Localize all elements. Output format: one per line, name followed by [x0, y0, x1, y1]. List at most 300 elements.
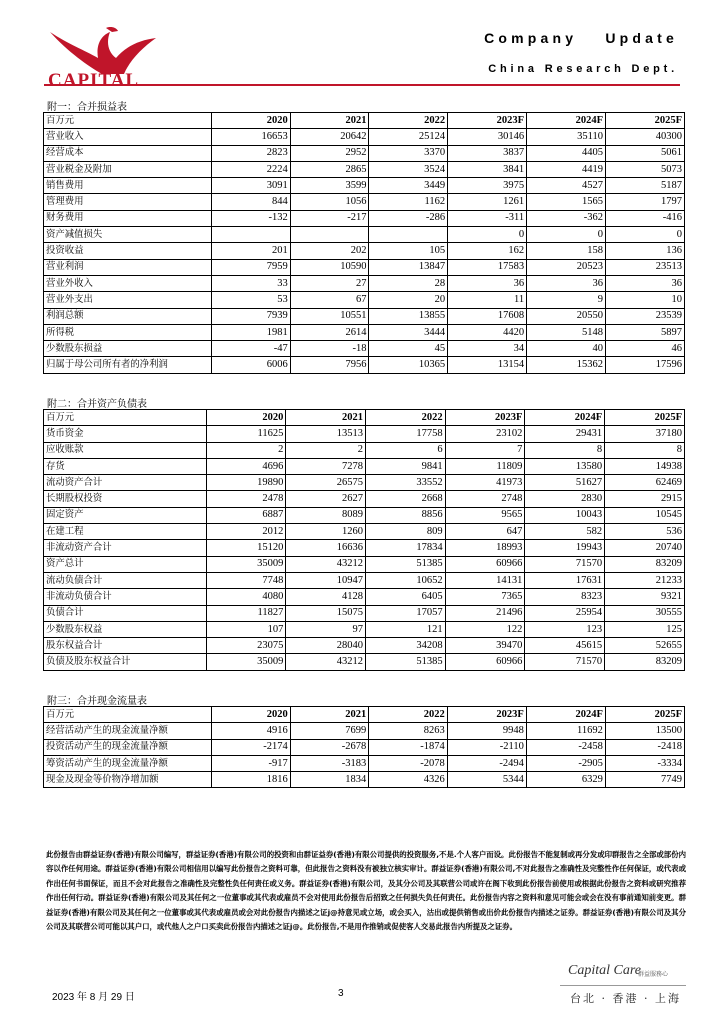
value-cell: 36	[448, 275, 527, 291]
table-row	[44, 739, 685, 755]
value-cell: 9565	[445, 507, 525, 523]
value-cell: 2	[206, 442, 286, 458]
value-cell	[290, 227, 369, 243]
footer-divider	[560, 985, 686, 986]
value-cell: 20642	[290, 129, 369, 145]
value-cell: 43212	[286, 556, 366, 572]
value-cell: 33	[212, 275, 291, 291]
row-label: 营业外支出	[44, 292, 212, 308]
row-label: 经营成本	[44, 145, 212, 161]
value-cell: 20	[369, 292, 448, 308]
value-cell: 3449	[369, 178, 448, 194]
value-cell: 4527	[527, 178, 606, 194]
value-cell: 582	[525, 524, 605, 540]
value-cell: 28040	[286, 638, 366, 654]
value-cell: 29431	[525, 426, 605, 442]
value-cell: 19943	[525, 540, 605, 556]
year-header: 2023F	[445, 410, 525, 426]
row-label: 在建工程	[44, 524, 207, 540]
value-cell: 8856	[365, 507, 445, 523]
row-label: 存货	[44, 458, 207, 474]
value-cell: 23102	[445, 426, 525, 442]
value-cell: 5073	[606, 161, 685, 177]
row-label: 投资活动产生的现金流量净额	[44, 739, 212, 755]
value-cell: 53	[212, 292, 291, 308]
row-label: 流动资产合计	[44, 475, 207, 491]
value-cell: 23539	[606, 308, 685, 324]
year-header: 2021	[286, 410, 366, 426]
value-cell: 1565	[527, 194, 606, 210]
value-cell: 0	[606, 227, 685, 243]
value-cell: 3091	[212, 178, 291, 194]
value-cell: 2668	[365, 491, 445, 507]
value-cell: 3837	[448, 145, 527, 161]
year-header: 2022	[369, 113, 448, 129]
year-header: 2023F	[448, 113, 527, 129]
row-label: 营业税金及附加	[44, 161, 212, 177]
value-cell: 51385	[365, 556, 445, 572]
value-cell: -311	[448, 210, 527, 226]
value-cell: 5061	[606, 145, 685, 161]
value-cell: -2110	[447, 739, 526, 755]
value-cell: 4080	[206, 589, 286, 605]
value-cell: 844	[212, 194, 291, 210]
brand-logo-text: CAPITAL	[48, 70, 140, 91]
value-cell: -2458	[526, 739, 605, 755]
value-cell: 107	[206, 621, 286, 637]
department-subtitle: China Research Dept.	[488, 63, 678, 75]
value-cell: 201	[212, 243, 291, 259]
year-header: 2021	[290, 113, 369, 129]
value-cell: 28	[369, 275, 448, 291]
year-header: 2020	[206, 410, 286, 426]
value-cell: 14938	[605, 458, 685, 474]
table-row	[44, 572, 685, 588]
capital-care-logo-cn: 群益服務心	[638, 971, 669, 978]
value-cell: 1162	[369, 194, 448, 210]
value-cell: 45	[369, 341, 448, 357]
value-cell: 8263	[369, 723, 448, 739]
value-cell: 3841	[448, 161, 527, 177]
value-cell: 10	[606, 292, 685, 308]
value-cell	[369, 227, 448, 243]
row-label: 营业利润	[44, 259, 212, 275]
value-cell: 125	[605, 621, 685, 637]
year-header: 2025F	[605, 707, 684, 723]
value-cell: 35009	[206, 556, 286, 572]
table-row	[44, 524, 685, 540]
row-label: 非流动负债合计	[44, 589, 207, 605]
value-cell: 13513	[286, 426, 366, 442]
row-label: 筹资活动产生的现金流量净额	[44, 755, 212, 771]
report-type-title: Company Update	[484, 30, 678, 46]
table-row	[44, 605, 685, 621]
value-cell: 45615	[525, 638, 605, 654]
value-cell: 122	[445, 621, 525, 637]
value-cell: 3524	[369, 161, 448, 177]
value-cell: 11809	[445, 458, 525, 474]
value-cell: 2823	[212, 145, 291, 161]
value-cell: 27	[290, 275, 369, 291]
value-cell: 9	[527, 292, 606, 308]
table-row	[44, 259, 685, 275]
value-cell: 26575	[286, 475, 366, 491]
unit-label: 百万元	[44, 113, 212, 129]
value-cell: 2614	[290, 324, 369, 340]
value-cell: -2905	[526, 755, 605, 771]
value-cell: 35110	[527, 129, 606, 145]
value-cell: 2012	[206, 524, 286, 540]
value-cell: 30146	[448, 129, 527, 145]
year-header: 2022	[369, 707, 448, 723]
value-cell: 7749	[605, 772, 684, 788]
value-cell: 7748	[206, 572, 286, 588]
value-cell: 62469	[605, 475, 685, 491]
value-cell: 7365	[445, 589, 525, 605]
row-label: 资产总计	[44, 556, 207, 572]
value-cell: 8323	[525, 589, 605, 605]
value-cell: 33552	[365, 475, 445, 491]
value-cell: 18993	[445, 540, 525, 556]
cashflow-statement-title: 附三：合并现金流量表	[47, 696, 147, 707]
value-cell: 19890	[206, 475, 286, 491]
value-cell: 35009	[206, 654, 286, 670]
value-cell: 13580	[525, 458, 605, 474]
value-cell: 6887	[206, 507, 286, 523]
value-cell: 17583	[448, 259, 527, 275]
value-cell: 20550	[527, 308, 606, 324]
value-cell: 15120	[206, 540, 286, 556]
row-label: 投资收益	[44, 243, 212, 259]
value-cell: 8	[605, 442, 685, 458]
value-cell: 10545	[605, 507, 685, 523]
cashflow-statement-table	[43, 706, 685, 788]
value-cell: 20740	[605, 540, 685, 556]
value-cell: -2678	[290, 739, 369, 755]
table-row	[44, 442, 685, 458]
table-row	[44, 654, 685, 670]
value-cell: 8	[525, 442, 605, 458]
value-cell: 39470	[445, 638, 525, 654]
value-cell: 2865	[290, 161, 369, 177]
table-row	[44, 145, 685, 161]
value-cell: 2952	[290, 145, 369, 161]
value-cell: 9948	[447, 723, 526, 739]
value-cell: 647	[445, 524, 525, 540]
value-cell: 11692	[526, 723, 605, 739]
value-cell: 23513	[606, 259, 685, 275]
year-header: 2024F	[525, 410, 605, 426]
value-cell: 17596	[606, 357, 685, 373]
value-cell: 36	[527, 275, 606, 291]
value-cell: 7	[445, 442, 525, 458]
value-cell: 13500	[605, 723, 684, 739]
table-row	[44, 491, 685, 507]
value-cell: 6329	[526, 772, 605, 788]
table-row	[44, 194, 685, 210]
value-cell: 21496	[445, 605, 525, 621]
row-label: 销售费用	[44, 178, 212, 194]
value-cell: 7956	[290, 357, 369, 373]
table-row	[44, 772, 685, 788]
row-label: 营业外收入	[44, 275, 212, 291]
value-cell: 10043	[525, 507, 605, 523]
value-cell: 25124	[369, 129, 448, 145]
value-cell: 71570	[525, 654, 605, 670]
value-cell: 2627	[286, 491, 366, 507]
table-row	[44, 540, 685, 556]
value-cell: 23075	[206, 638, 286, 654]
value-cell: 121	[365, 621, 445, 637]
office-cities: 台北 · 香港 · 上海	[570, 992, 681, 1005]
row-label: 长期股权投资	[44, 491, 207, 507]
year-header: 2020	[212, 707, 291, 723]
year-header: 2025F	[605, 410, 685, 426]
value-cell: -132	[212, 210, 291, 226]
value-cell: 43212	[286, 654, 366, 670]
header-divider	[44, 84, 680, 86]
table-row	[44, 210, 685, 226]
value-cell: 36	[606, 275, 685, 291]
value-cell: 52655	[605, 638, 685, 654]
table-row	[44, 589, 685, 605]
value-cell: 30555	[605, 605, 685, 621]
value-cell: 4420	[448, 324, 527, 340]
value-cell: 2830	[525, 491, 605, 507]
value-cell: 4405	[527, 145, 606, 161]
value-cell: 9841	[365, 458, 445, 474]
value-cell: 17608	[448, 308, 527, 324]
value-cell: 1816	[212, 772, 291, 788]
value-cell: 3370	[369, 145, 448, 161]
value-cell: 16636	[286, 540, 366, 556]
value-cell: -47	[212, 341, 291, 357]
value-cell: 34	[448, 341, 527, 357]
table-row	[44, 426, 685, 442]
income-statement-table	[43, 112, 685, 374]
value-cell: 16653	[212, 129, 291, 145]
table-row	[44, 357, 685, 373]
value-cell: 11	[448, 292, 527, 308]
value-cell: 5897	[606, 324, 685, 340]
value-cell: 1261	[448, 194, 527, 210]
value-cell: 7939	[212, 308, 291, 324]
table-row	[44, 178, 685, 194]
value-cell: 13855	[369, 308, 448, 324]
value-cell: 51385	[365, 654, 445, 670]
income-statement-title: 附一：合并损益表	[47, 102, 127, 113]
value-cell: 6	[365, 442, 445, 458]
table-row	[44, 292, 685, 308]
value-cell: 40	[527, 341, 606, 357]
table-row	[44, 621, 685, 637]
value-cell: 3599	[290, 178, 369, 194]
value-cell: 1797	[606, 194, 685, 210]
year-header: 2023F	[447, 707, 526, 723]
value-cell: 13847	[369, 259, 448, 275]
value-cell: 40300	[606, 129, 685, 145]
value-cell: -917	[212, 755, 291, 771]
year-header: 2020	[212, 113, 291, 129]
row-label: 所得税	[44, 324, 212, 340]
value-cell: 10947	[286, 572, 366, 588]
value-cell: 2748	[445, 491, 525, 507]
balance-sheet-table	[43, 409, 685, 671]
table-row	[44, 475, 685, 491]
table-header-row	[44, 707, 685, 723]
value-cell: 2224	[212, 161, 291, 177]
value-cell: 20523	[527, 259, 606, 275]
value-cell: -1874	[369, 739, 448, 755]
table-row	[44, 556, 685, 572]
row-label: 归属于母公司所有者的净利润	[44, 357, 212, 373]
value-cell: 1834	[290, 772, 369, 788]
table-row	[44, 227, 685, 243]
table-row	[44, 507, 685, 523]
table-row	[44, 275, 685, 291]
value-cell: 0	[448, 227, 527, 243]
value-cell: 3444	[369, 324, 448, 340]
table-row	[44, 755, 685, 771]
table-row	[44, 243, 685, 259]
value-cell: -2418	[605, 739, 684, 755]
value-cell: 17834	[365, 540, 445, 556]
row-label: 流动负债合计	[44, 572, 207, 588]
row-label: 少数股东损益	[44, 341, 212, 357]
value-cell: 105	[369, 243, 448, 259]
value-cell: 2	[286, 442, 366, 458]
table-row	[44, 161, 685, 177]
value-cell: 4128	[286, 589, 366, 605]
value-cell: 136	[606, 243, 685, 259]
value-cell: 7699	[290, 723, 369, 739]
value-cell: 41973	[445, 475, 525, 491]
value-cell: 4419	[527, 161, 606, 177]
value-cell: 7959	[212, 259, 291, 275]
value-cell: 14131	[445, 572, 525, 588]
value-cell: 10652	[365, 572, 445, 588]
row-label: 非流动资产合计	[44, 540, 207, 556]
row-label: 固定资产	[44, 507, 207, 523]
value-cell: -3183	[290, 755, 369, 771]
value-cell: -286	[369, 210, 448, 226]
table-header-row	[44, 410, 685, 426]
value-cell: 67	[290, 292, 369, 308]
value-cell: 2915	[605, 491, 685, 507]
table-row	[44, 308, 685, 324]
value-cell: -416	[606, 210, 685, 226]
value-cell: 34208	[365, 638, 445, 654]
row-label: 负债及股东权益合计	[44, 654, 207, 670]
value-cell: -217	[290, 210, 369, 226]
value-cell: 83209	[605, 556, 685, 572]
row-label: 应收账款	[44, 442, 207, 458]
value-cell: 5187	[606, 178, 685, 194]
row-label: 负债合计	[44, 605, 207, 621]
year-header: 2024F	[526, 707, 605, 723]
legal-disclaimer: 此份报告由群益证券(香港)有限公司编写，群益证券(香港)有限公司的投资和由群证益券(香港)有限公司提供的投资服务,不是.个人客户而设。此份报告不能复制或再分发或印群报告之全部或部份内容以作任何用途。群益证券(香港)有限公司相信用以编写此份报告之资料可靠，但此报告之资料没有被独立核实审计。群益证券(香港)有限公司,不对此报告之准确性及完整性作任何保证，或代表或作出任何书面保证，而且不会对此报告之准确性及完整性负任何责任或义务。群益证券(香港)有限公司，及其分公司及其联营公司或许在阁下收到此份报告前使用或根据此份报告之资料或研究推荐作出任何行动。群益证券(香港)有限公司及其任何之一位董事或其代表或雇员不会对使用此份报告后招致之任何损失负任何责任。此份报告内容之资料和意见可能会或会在没有事前通知前变更。群益证券(香港)有限公司及其任何之一位董事或其代表或雇员或会对此份报告内描述之证j@持意见或立场，或会买入，沽出或提供销售或出价此份报告内描述之证券。群益证券(香港)有限公司及其分公司及其联营公司可能以其户口，或代他人之户口买卖此份报告内描述之证j@。此份报告,不是用作推销或促使客人交易此报告内所提及之证券。	[46, 850, 686, 932]
value-cell: 83209	[605, 654, 685, 670]
year-header: 2021	[290, 707, 369, 723]
row-label: 货币资金	[44, 426, 207, 442]
row-label: 少数股东权益	[44, 621, 207, 637]
table-row	[44, 129, 685, 145]
row-label: 财务费用	[44, 210, 212, 226]
table-row	[44, 458, 685, 474]
value-cell: 21233	[605, 572, 685, 588]
report-date: 2023 年 8 月 29 日	[52, 992, 135, 1003]
value-cell: 7278	[286, 458, 366, 474]
value-cell: 536	[605, 524, 685, 540]
value-cell: 123	[525, 621, 605, 637]
value-cell: -362	[527, 210, 606, 226]
value-cell: 5148	[527, 324, 606, 340]
table-row	[44, 341, 685, 357]
value-cell: 17758	[365, 426, 445, 442]
value-cell: 9321	[605, 589, 685, 605]
value-cell: 8089	[286, 507, 366, 523]
value-cell: 15362	[527, 357, 606, 373]
value-cell: 11625	[206, 426, 286, 442]
value-cell: 1056	[290, 194, 369, 210]
value-cell: 1981	[212, 324, 291, 340]
value-cell: 17057	[365, 605, 445, 621]
balance-sheet-title: 附二：合并资产负债表	[47, 399, 147, 410]
unit-label: 百万元	[44, 707, 212, 723]
value-cell: 3975	[448, 178, 527, 194]
value-cell: -2174	[212, 739, 291, 755]
row-label: 资产减值损失	[44, 227, 212, 243]
value-cell: 46	[606, 341, 685, 357]
value-cell	[212, 227, 291, 243]
value-cell: 5344	[447, 772, 526, 788]
row-label: 股东权益合计	[44, 638, 207, 654]
year-header: 2022	[365, 410, 445, 426]
value-cell: 4326	[369, 772, 448, 788]
value-cell: 10551	[290, 308, 369, 324]
value-cell: -2494	[447, 755, 526, 771]
value-cell: 10590	[290, 259, 369, 275]
row-label: 管理费用	[44, 194, 212, 210]
row-label: 利润总额	[44, 308, 212, 324]
value-cell: 2478	[206, 491, 286, 507]
value-cell: 1260	[286, 524, 366, 540]
value-cell: 60966	[445, 654, 525, 670]
value-cell: -2078	[369, 755, 448, 771]
value-cell: 60966	[445, 556, 525, 572]
value-cell: 4696	[206, 458, 286, 474]
value-cell: 11827	[206, 605, 286, 621]
year-header: 2025F	[606, 113, 685, 129]
table-header-row	[44, 113, 685, 129]
value-cell: 0	[527, 227, 606, 243]
value-cell: 51627	[525, 475, 605, 491]
value-cell: 202	[290, 243, 369, 259]
capital-care-logo: Capital Care	[568, 963, 641, 978]
value-cell: 809	[365, 524, 445, 540]
value-cell: 6006	[212, 357, 291, 373]
value-cell: 4916	[212, 723, 291, 739]
value-cell: 37180	[605, 426, 685, 442]
value-cell: 17631	[525, 572, 605, 588]
value-cell: 10365	[369, 357, 448, 373]
row-label: 经营活动产生的现金流量净额	[44, 723, 212, 739]
value-cell: 97	[286, 621, 366, 637]
table-row	[44, 324, 685, 340]
value-cell: 162	[448, 243, 527, 259]
value-cell: -3334	[605, 755, 684, 771]
table-row	[44, 723, 685, 739]
